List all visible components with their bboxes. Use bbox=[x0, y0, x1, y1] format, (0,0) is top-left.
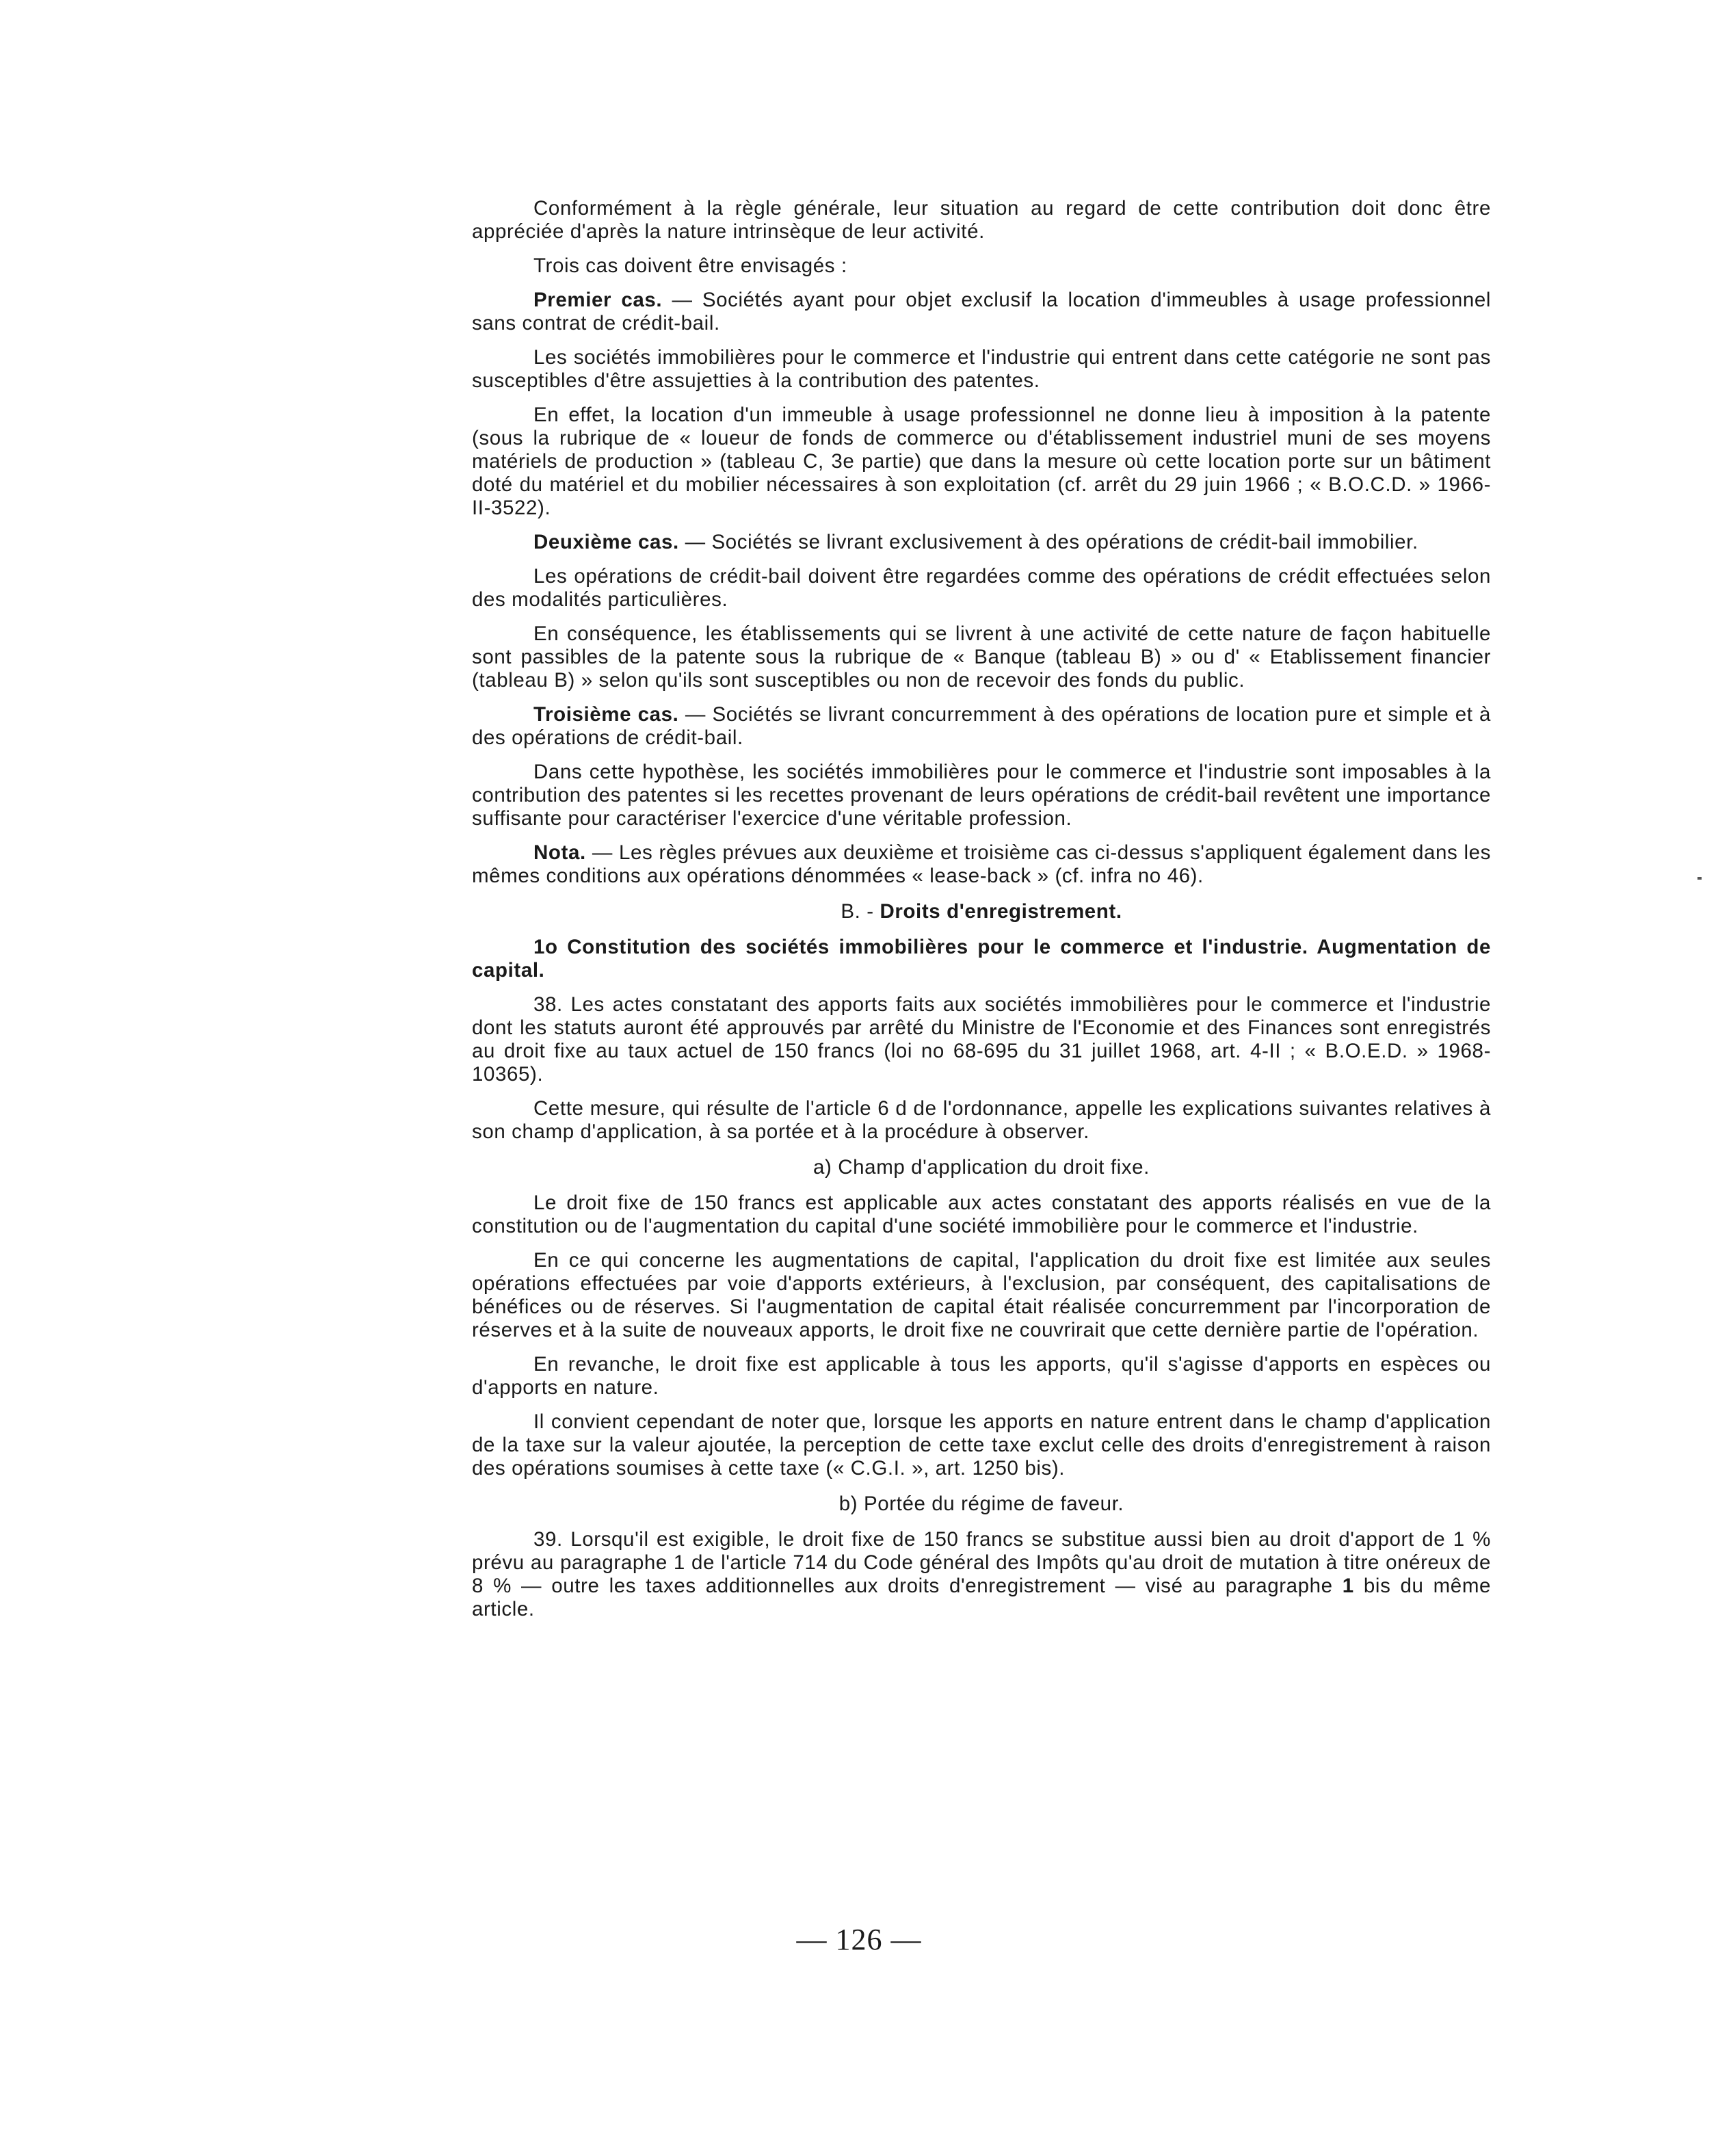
subsection-1-heading bbox=[472, 936, 1491, 982]
case-1-text: — Sociétés ayant pour objet exclusif la location d'immeubles à usage professionnel sans contrat de crédit-bail. bbox=[472, 289, 1491, 334]
case-2-label: Deuxième cas. bbox=[533, 531, 679, 553]
paragraph-39-end: bis du même article. bbox=[472, 1575, 1491, 1620]
body-text bbox=[472, 197, 1491, 1632]
paragraph-39 bbox=[472, 1528, 1491, 1621]
case-2 bbox=[472, 531, 1491, 554]
paragraph-a1: Le droit fixe de 150 francs est applicable aux actes constatant des apports réalisés en vue de la constitution ou de l'augmentation du capital d'une société immobilière pour le commerce et l'industrie. bbox=[472, 1192, 1491, 1237]
paragraph-case1-a: Les sociétés immobilières pour le commerce et l'industrie qui entrent dans cette catégorie ne sont pas susceptibles d'être assujetties à la contribution des patentes. bbox=[472, 346, 1491, 392]
paragraph-39-start: 39. Lorsqu'il est exigible, le droit fixe de 150 francs se substitue aussi bien au droit d'apport de 1 % prévu au paragraphe 1 de l'article 714 du Code général des Impôts qu'au droit de mutation à titre onéreux de 8 % — outre les taxes additionnelles aux droits d'enregistrement — visé au paragraphe bbox=[472, 1528, 1491, 1597]
section-b-title: Droits d'enregistrement. bbox=[880, 900, 1122, 923]
paragraph-38: 38. Les actes constatant des apports faits aux sociétés immobilières pour le commerce et l'industrie dont les statuts auront été approuvés par arrêté du Ministre de l'Economie et des Finances sont enregistrés au droit fixe au taux actuel de 150 francs (loi no 68-695 du 31 juillet 1968, art. 4-II ; « B.O.E.D. » 1968-10365). bbox=[472, 993, 1491, 1086]
subsection-1-prefix: 1o bbox=[533, 936, 568, 958]
nota bbox=[472, 841, 1491, 888]
paragraph-three-cases: Trois cas doivent être envisagés : bbox=[533, 254, 847, 277]
paragraph-case3: Dans cette hypothèse, les sociétés immobilières pour le commerce et l'industrie sont imposables à la contribution des patentes si les recettes provenant de leurs opérations de crédit-bail revêtent une importance suffisante pour caractériser l'exercice d'une véritable profession. bbox=[472, 761, 1491, 830]
subsection-1-title: Constitution des sociétés immobilières pour le commerce et l'industrie. Augmentation de capital. bbox=[472, 936, 1491, 982]
paragraph-intro: Conformément à la règle générale, leur situation au regard de cette contribution doit donc être appréciée d'après la nature intrinsèque de leur activité. bbox=[472, 197, 1491, 243]
nota-label: Nota. bbox=[533, 841, 586, 864]
margin-mark bbox=[1697, 877, 1702, 880]
case-3 bbox=[472, 703, 1491, 750]
page-number: — 126 — bbox=[796, 1923, 922, 1956]
case-2-text: — Sociétés se livrant exclusivement à des opérations de crédit-bail immobilier. bbox=[678, 531, 1418, 553]
case-3-text: — Sociétés se livrant concurremment à des opérations de location pure et simple et à des opérations de crédit-bail. bbox=[472, 703, 1491, 749]
case-1 bbox=[472, 289, 1491, 335]
paragraph-case2-a: Les opérations de crédit-bail doivent être regardées comme des opérations de crédit effectuées selon des modalités particulières. bbox=[472, 565, 1491, 611]
paragraph-case1-b: En effet, la location d'un immeuble à usage professionnel ne donne lieu à imposition à la patente (sous la rubrique de « loueur de fonds de commerce ou d'établissement industriel muni de ses moyens matériels de production » (tableau C, 3e partie) que dans la mesure où cette location porte sur un bâtiment doté du matériel et du mobilier nécessaires à son exploitation (cf. arrêt du 29 juin 1966 ; « B.O.C.D. » 1966-II-3522). bbox=[472, 404, 1491, 519]
section-b-prefix: B. - bbox=[841, 900, 880, 923]
section-b-heading bbox=[472, 900, 1491, 923]
heading-a: a) Champ d'application du droit fixe. bbox=[813, 1156, 1150, 1179]
paragraph-39-bold: 1 bbox=[1342, 1575, 1354, 1597]
heading-b: b) Portée du régime de faveur. bbox=[838, 1493, 1124, 1515]
paragraph-a2: En ce qui concerne les augmentations de capital, l'application du droit fixe est limitée aux seules opérations effectuées par voie d'apports extérieurs, à l'exclusion, par conséquent, des capitalisations de bénéfices ou de réserves. Si l'augmentation de capital était réalisée concurremment par l'incorporation de réserves et à la suite de nouveaux apports, le droit fixe ne couvrirait que cette dernière partie de l'opération. bbox=[472, 1249, 1491, 1341]
paragraph-a3: En revanche, le droit fixe est applicable à tous les apports, qu'il s'agisse d'apports en espèces ou d'apports en nature. bbox=[472, 1353, 1491, 1399]
paragraph-case2-b: En conséquence, les établissements qui se livrent à une activité de cette nature de façon habituelle sont passibles de la patente sous la rubrique de « Banque (tableau B) » ou d' « Etablissement financier (tableau B) » selon qu'ils sont susceptibles ou non de recevoir des fonds du public. bbox=[472, 622, 1491, 692]
paragraph-measure: Cette mesure, qui résulte de l'article 6 d de l'ordonnance, appelle les explications suivantes relatives à son champ d'application, à sa portée et à la procédure à observer. bbox=[472, 1097, 1491, 1143]
nota-text: — Les règles prévues aux deuxième et troisième cas ci-dessus s'appliquent également dans les mêmes conditions aux opérations dénommées « lease-back » (cf. infra no 46). bbox=[472, 841, 1491, 887]
case-3-label: Troisième cas. bbox=[533, 703, 679, 726]
case-1-label: Premier cas. bbox=[533, 289, 663, 311]
paragraph-a4: Il convient cependant de noter que, lorsque les apports en nature entrent dans le champ d'application de la taxe sur la valeur ajoutée, la perception de cette taxe exclut celle des droits d'enregistrement à raison des opérations soumises à cette taxe (« C.G.I. », art. 1250 bis). bbox=[472, 1410, 1491, 1480]
